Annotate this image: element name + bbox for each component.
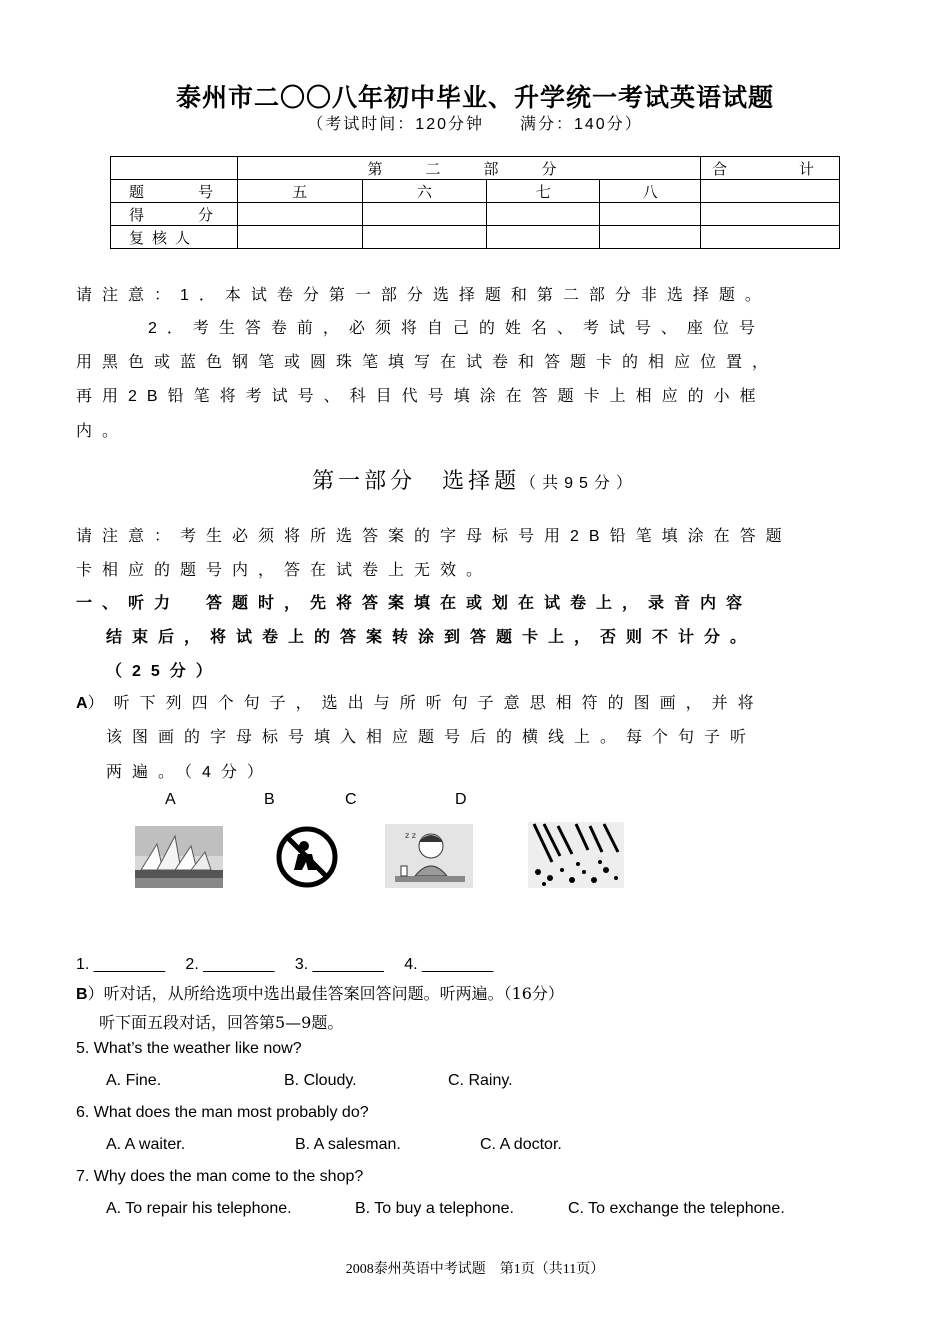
notice-line-3: 用黑色或蓝色钢笔或圆珠笔填写在试卷和答题卡的相应位置， bbox=[76, 354, 779, 371]
table-row: 复核人 bbox=[111, 226, 840, 249]
picture-label-a: A bbox=[165, 791, 176, 808]
total-label: 合 计 bbox=[701, 157, 840, 180]
q5-option-b[interactable]: B. Cloudy. bbox=[284, 1072, 357, 1089]
opera-house-picture bbox=[135, 826, 223, 888]
table-row: 得 分 bbox=[111, 203, 840, 226]
q6-option-c[interactable]: C. A doctor. bbox=[480, 1136, 562, 1153]
notice-line-1: 请注意：1．本试卷分第一部分选择题和第二部分非选择题。 bbox=[76, 287, 771, 304]
section-a-line-2: 该图画的字母标号填入相应题号后的横线上。每个句子听 bbox=[106, 729, 757, 746]
section-a-line-3: 两遍。（4分） bbox=[106, 764, 273, 781]
picture-label-c: C bbox=[345, 791, 357, 808]
q6-option-a[interactable]: A. A waiter. bbox=[106, 1136, 186, 1153]
q7-option-b[interactable]: B. To buy a telephone. bbox=[355, 1200, 514, 1217]
answer-blanks[interactable]: 1. ________ 2. ________ 3. ________ 4. ________ bbox=[76, 956, 494, 973]
notice-line-4: 再用2B铅笔将考试号、科目代号填涂在答题卡上相应的小框 bbox=[76, 388, 766, 405]
section-b-instruction: B）听对话，从所给选项中选出最佳答案回答问题。听两遍。（16分） bbox=[76, 984, 564, 1003]
page-footer: 2008泰州英语中考试题 第1页（共11页） bbox=[345, 1262, 605, 1277]
q7-option-c[interactable]: C. To exchange the telephone. bbox=[568, 1200, 785, 1217]
part1-title: 第一部分 选择题 bbox=[312, 469, 521, 494]
q6-option-b[interactable]: B. A salesman. bbox=[295, 1136, 401, 1153]
exam-title: 泰州市二〇〇八年初中毕业、升学统一考试英语试题 bbox=[175, 84, 774, 112]
part1-heading bbox=[0, 464, 950, 495]
notice-line-5: 内。 bbox=[76, 423, 129, 440]
question-6: 6. What does the man most probably do? bbox=[76, 1104, 369, 1121]
section-a-line-1: A）听下列四个句子，选出与所听句子意思相符的图画，并将 bbox=[76, 695, 764, 712]
part1-notice-2: 卡相应的题号内，答在试卷上无效。 bbox=[76, 562, 493, 579]
notice-line-2: 2．考生答卷前，必须将自己的姓名、考试号、座位号 bbox=[148, 320, 765, 337]
part-label: 第 二 部 分 bbox=[237, 157, 700, 180]
rainy-weather-picture bbox=[528, 822, 624, 888]
question-7: 7. Why does the man come to the shop? bbox=[76, 1168, 364, 1185]
question-5: 5. What’s the weather like now? bbox=[76, 1040, 302, 1057]
picture-label-b: B bbox=[264, 791, 275, 808]
table-row: 题 号 五 六 七 八 bbox=[111, 180, 840, 203]
q5-option-a[interactable]: A. Fine. bbox=[106, 1072, 162, 1089]
svg-text:z z: z z bbox=[405, 831, 416, 840]
no-entry-sign-picture bbox=[274, 826, 340, 888]
tired-person-picture bbox=[385, 824, 473, 888]
q7-option-a[interactable]: A. To repair his telephone. bbox=[106, 1200, 292, 1217]
listening-heading: 一、听力 答题时，先将答案填在或划在试卷上，录音内容 bbox=[76, 595, 753, 612]
exam-subtitle: （考试时间：120分钟 满分：140分） bbox=[307, 116, 643, 133]
part1-score: （共95分） bbox=[520, 475, 638, 492]
listening-line-2: 结束后，将试卷上的答案转涂到答题卡上，否则不计分。 bbox=[106, 629, 757, 646]
listening-score: （25分） bbox=[106, 663, 222, 680]
section-b-sub-instruction: 听下面五段对话，回答第5—9题。 bbox=[99, 1013, 344, 1032]
q5-option-c[interactable]: C. Rainy. bbox=[448, 1072, 513, 1089]
score-table bbox=[110, 156, 840, 249]
part1-notice-1: 请注意：考生必须将所选答案的字母标号用2B铅笔填涂在答题 bbox=[76, 528, 792, 545]
picture-label-d: D bbox=[455, 791, 467, 808]
